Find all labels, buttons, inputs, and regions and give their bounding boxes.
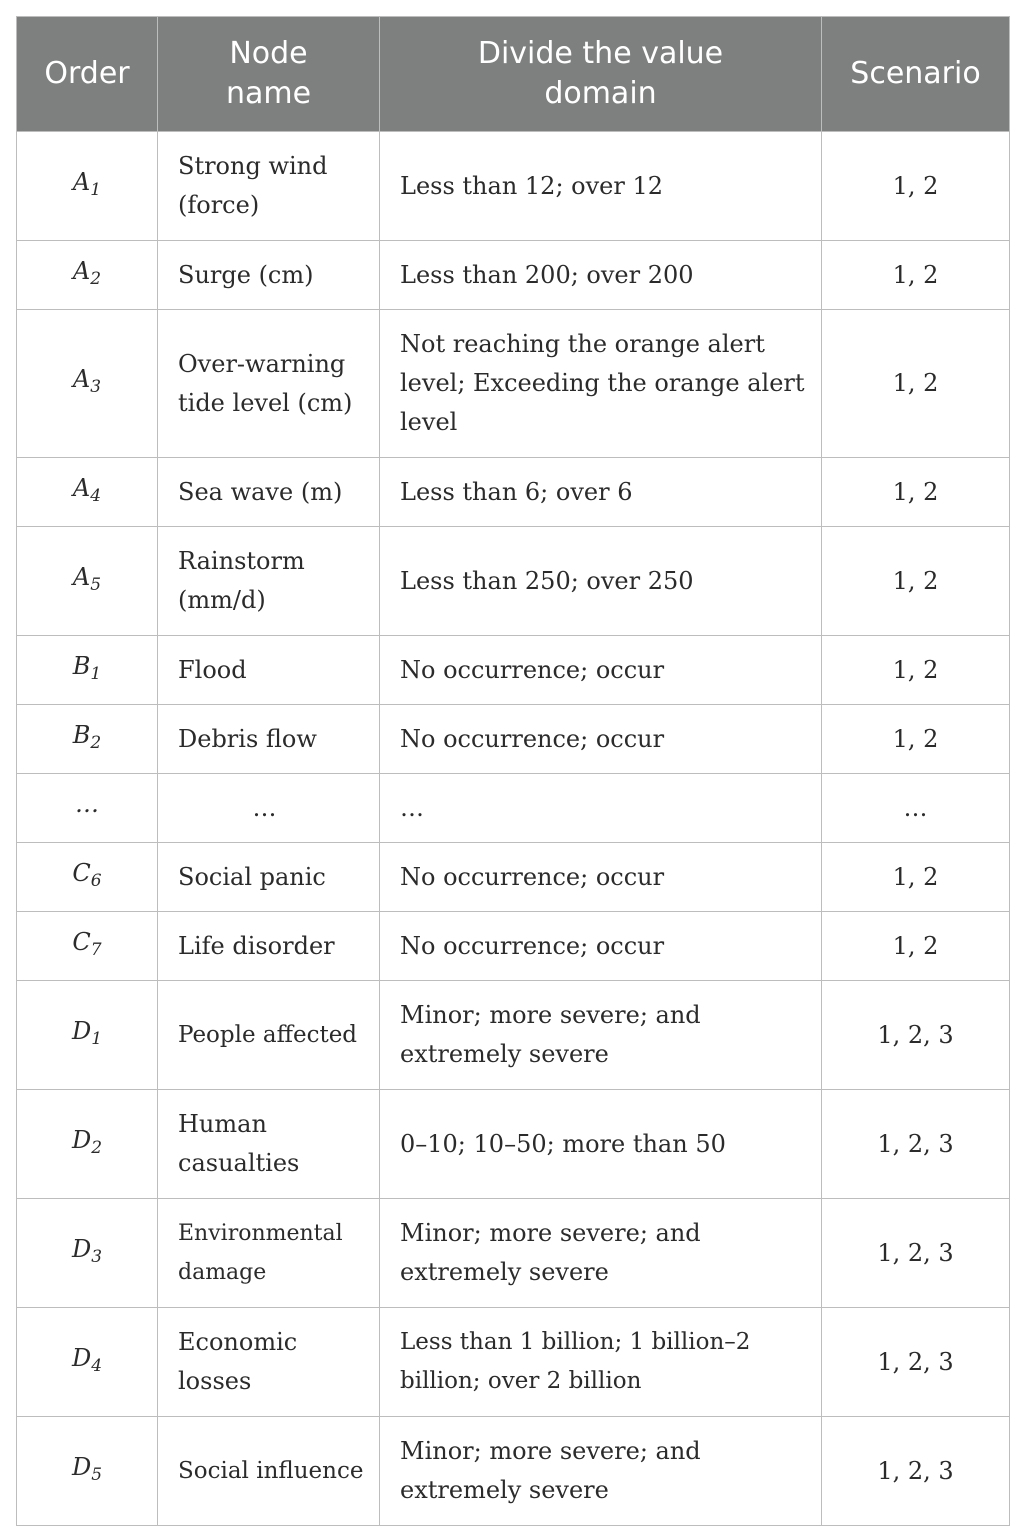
value-domain-cell: Less than 250; over 250: [380, 527, 822, 636]
scenario-cell: 1, 2: [822, 912, 1010, 981]
scenario-cell: …: [822, 774, 1010, 843]
header-divide-domain: Divide the value domain: [380, 17, 822, 132]
order-cell: [17, 912, 158, 981]
value-domain-cell: No occurrence; occur: [380, 912, 822, 981]
scenario-cell: 1, 2: [822, 636, 1010, 705]
order-letter: C: [72, 858, 91, 887]
order-subscript: 2: [90, 268, 102, 289]
order-cell: [17, 1308, 158, 1417]
table-row: [17, 636, 1010, 705]
node-name-cell: Surge (cm): [158, 241, 380, 310]
node-name-cell: Social influence: [158, 1417, 380, 1526]
order-letter: D: [71, 1343, 92, 1372]
table-row: [17, 1090, 1010, 1199]
table-row: [17, 527, 1010, 636]
value-domain-cell: Less than 6; over 6: [380, 458, 822, 527]
value-domain-cell: No occurrence; occur: [380, 705, 822, 774]
value-domain-cell: No occurrence; occur: [380, 636, 822, 705]
order-letter: …: [75, 789, 99, 818]
order-subscript: 1: [90, 663, 102, 684]
header-row: [17, 17, 1010, 132]
value-domain-cell: Less than 200; over 200: [380, 241, 822, 310]
order-cell: [17, 843, 158, 912]
table-row: [17, 981, 1010, 1090]
table-row: [17, 1308, 1010, 1417]
node-name-cell: Debris flow: [158, 705, 380, 774]
scenario-cell: 1, 2, 3: [822, 1417, 1010, 1526]
node-name-cell: People affected: [158, 981, 380, 1090]
order-letter: A: [72, 256, 91, 285]
order-cell: [17, 1199, 158, 1308]
order-cell: [17, 774, 158, 843]
order-letter: A: [72, 473, 91, 502]
order-letter: C: [72, 927, 91, 956]
order-cell: [17, 458, 158, 527]
table-row: [17, 705, 1010, 774]
order-subscript: 4: [91, 1355, 103, 1376]
order-letter: B: [72, 720, 91, 749]
scenario-cell: 1, 2, 3: [822, 1308, 1010, 1417]
order-subscript: 2: [90, 732, 102, 753]
node-name-cell: Social panic: [158, 843, 380, 912]
order-subscript: 1: [90, 179, 102, 200]
order-cell: [17, 1417, 158, 1526]
order-cell: [17, 527, 158, 636]
scenario-cell: 1, 2: [822, 310, 1010, 458]
header-order: Order: [17, 17, 158, 132]
node-name-cell: Rainstorm (mm/d): [158, 527, 380, 636]
order-letter: D: [71, 1125, 92, 1154]
value-domain-cell: No occurrence; occur: [380, 843, 822, 912]
order-cell: [17, 705, 158, 774]
order-subscript: 3: [90, 377, 102, 397]
table-row: [17, 774, 1010, 843]
node-name-cell: …: [158, 774, 380, 843]
table-row: [17, 1417, 1010, 1526]
value-domain-cell: Minor; more severe; and extremely severe: [380, 1417, 822, 1526]
scenario-cell: 1, 2: [822, 458, 1010, 527]
order-letter: B: [72, 651, 91, 680]
scenario-cell: 1, 2: [822, 241, 1010, 310]
table-row: [17, 843, 1010, 912]
node-name-cell: Over-warning tide level (cm): [158, 310, 380, 458]
value-domain-cell: Minor; more severe; and extremely severe: [380, 1199, 822, 1308]
order-subscript: 3: [91, 1246, 103, 1267]
node-name-cell: Sea wave (m): [158, 458, 380, 527]
value-domain-cell: Less than 12; over 12: [380, 132, 822, 241]
table-row: [17, 1199, 1010, 1308]
header-scenario: Scenario: [822, 17, 1010, 132]
scenario-cell: 1, 2, 3: [822, 981, 1010, 1090]
order-subscript: 5: [90, 574, 102, 595]
order-letter: D: [71, 1016, 92, 1045]
order-cell: [17, 1090, 158, 1199]
value-domain-cell: 0–10; 10–50; more than 50: [380, 1090, 822, 1199]
order-cell: [17, 310, 158, 458]
node-name-cell: Life disorder: [158, 912, 380, 981]
order-letter: A: [72, 365, 91, 393]
scenario-cell: 1, 2: [822, 527, 1010, 636]
order-letter: D: [71, 1234, 92, 1263]
order-letter: D: [71, 1452, 92, 1481]
node-name-cell: Human casualties: [158, 1090, 380, 1199]
order-cell: [17, 981, 158, 1090]
order-cell: [17, 132, 158, 241]
table-row: [17, 458, 1010, 527]
value-domain-cell: Not reaching the orange alert level; Exceeding the orange alert level: [380, 310, 822, 458]
scenario-cell: 1, 2: [822, 843, 1010, 912]
header-node-name: Node name: [158, 17, 380, 132]
node-name-cell: Flood: [158, 636, 380, 705]
order-subscript: 4: [90, 485, 102, 506]
order-subscript: 5: [91, 1464, 103, 1485]
scenario-cell: 1, 2: [822, 705, 1010, 774]
order-cell: [17, 241, 158, 310]
order-subscript: 7: [90, 939, 102, 960]
table-row: [17, 912, 1010, 981]
scenario-cell: 1, 2, 3: [822, 1090, 1010, 1199]
table-row: [17, 241, 1010, 310]
order-letter: A: [72, 562, 91, 591]
order-cell: [17, 636, 158, 705]
node-name-cell: Economic losses: [158, 1308, 380, 1417]
value-domain-cell: Less than 1 billion; 1 billion–2 billion; over 2 billion: [380, 1308, 822, 1417]
node-name-cell: Environmental damage: [158, 1199, 380, 1308]
scenario-cell: 1, 2: [822, 132, 1010, 241]
table-row: [17, 132, 1010, 241]
node-name-cell: Strong wind (force): [158, 132, 380, 241]
table-row: [17, 310, 1010, 458]
order-letter: A: [72, 167, 91, 196]
order-subscript: 1: [91, 1028, 103, 1049]
value-domain-cell: Minor; more severe; and extremely severe: [380, 981, 822, 1090]
value-domain-cell: …: [380, 774, 822, 843]
order-subscript: 6: [90, 870, 102, 891]
scenario-cell: 1, 2, 3: [822, 1199, 1010, 1308]
order-subscript: 2: [91, 1137, 103, 1158]
node-table: [16, 16, 1010, 1526]
